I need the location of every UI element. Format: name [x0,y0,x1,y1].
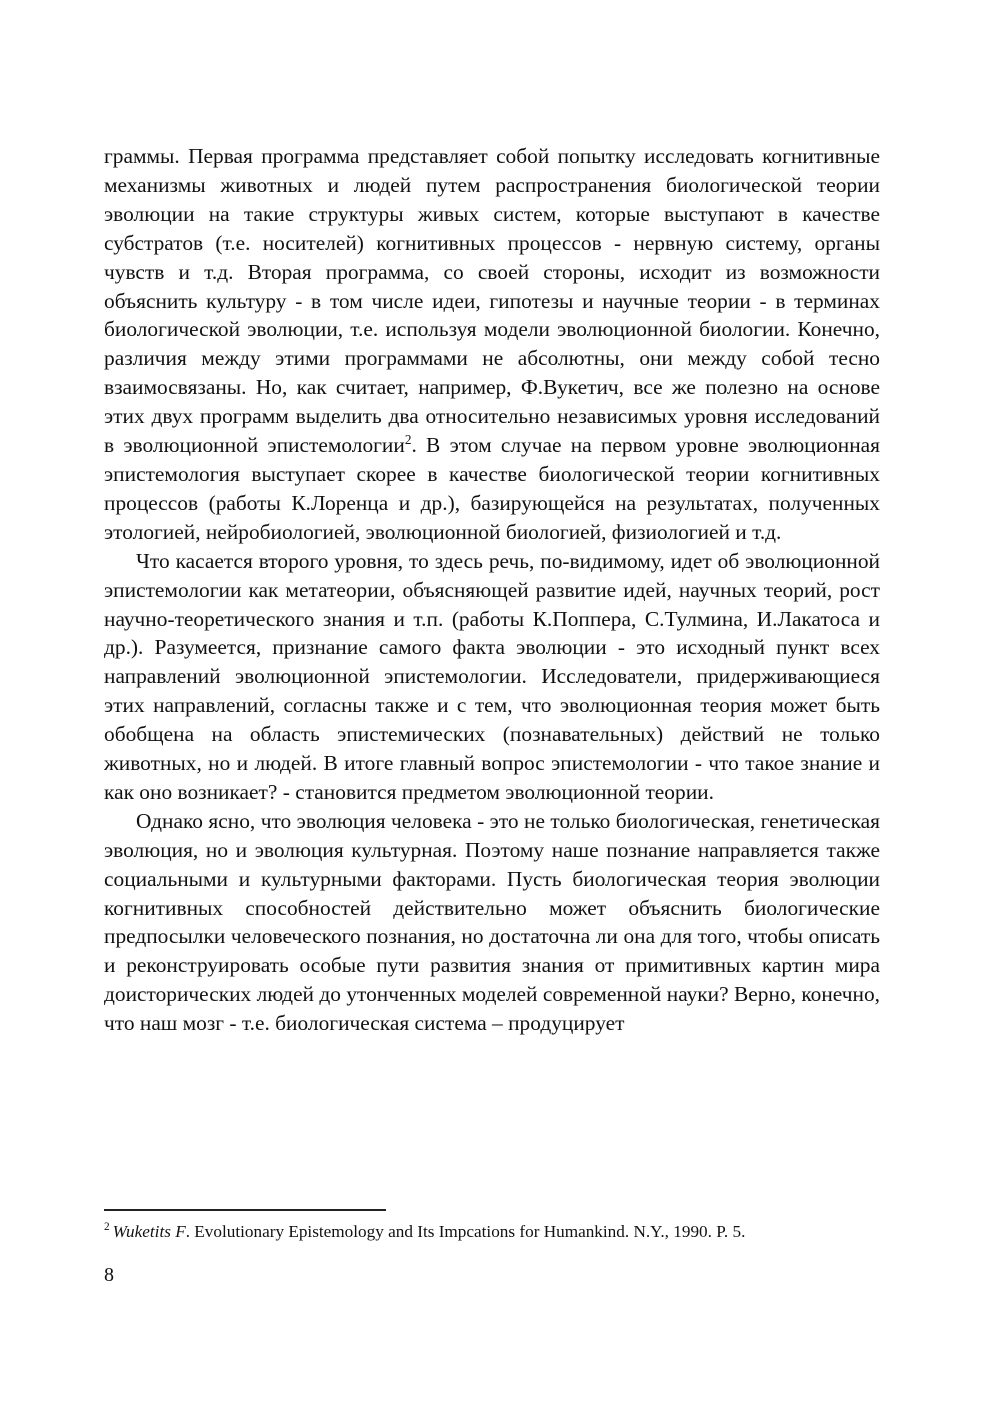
footnote-separator-rule [104,1209,386,1211]
footnote-author: Wuketits F [112,1222,186,1241]
footnote-reference-marker[interactable]: 2 [404,431,412,447]
paragraph-second-level: Что касается второго уровня, то здесь речь, по-видимому, идет об эволюционной эпистемологии как метатеории, объясняющей развитие идей, научных теорий, рост научно-теоретического знания и т.п. (работы К.Поппера, С.Тулмина, И.Лакатоса и др.). Разумеется, признание самого факта эволюции - это исходный пункт всех направлений эволюционной эпистемологии. Исследователи, придерживающиеся этих направлений, согласны также и с тем, что эволюционная теория может быть обобщена на область эпистемических (познавательных) действий не только животных, но и людей. В итоге главный вопрос эпистемологии - что такое знание и как оно возникает? - становится предметом эволюционной теории. [104,548,880,804]
footnote-citation: . Evolutionary Epistemology and Its Impcations for Humankind. N.Y., 1990. P. 5. [185,1222,746,1241]
paragraph-continued-text-after-marker: . В этом случае на первом уровне эволюционная эпистемология выступает скорее в качестве биологической теории когнитивных процессов (работы К.Лоренца и др.), базирующейся на результатах, полученных этологией, нейробиологией, эволюционной биологией, физиологией и т.д. [104,433,880,544]
page-number: 8 [104,1264,114,1286]
paragraph-human-evolution: Однако ясно, что эволюция человека - это не только биологическая, генетическая эволюция, но и эволюция культурная. Поэтому наше познание направляется также социальными и культурными факторами. Пусть биологическая теория эволюции когнитивных способностей действительно может объяснить биологические предпосылки человеческого познания, но достаточна ли она для того, чтобы описать и реконструировать особые пути развития знания от примитивных картин мира доисторических людей до утонченных моделей современной науки? Верно, конечно, что наш мозг - т.е. биологическая система – продуцирует [104,808,880,1036]
paragraph-continued-text-before-marker: граммы. Первая программа представляет собой попытку исследовать когнитивные механизмы животных и людей путем распространения биологической теории эволюции на такие структуры живых систем, которые выступают в качестве субстратов (т.е. носителей) когнитивных процессов - нервную систему, органы чувств и т.д. Вторая программа, со своей стороны, исходит из возможности объяснить культуру - в том числе идеи, гипотезы и научные теории - в терминах биологической эволюции, т.е. используя модели эволюционной биологии. Конечно, различия между этими программами не абсолютны, они между собой тесно взаимосвязаны. Но, как считает, например, Ф.Вукетич, все же полезно на основе этих двух программ выделить два относительно независимых уровня исследований в эволюционной эпистемологии [104,144,880,458]
footnote-number: 2 [104,1221,110,1234]
paragraph-continued [104,142,880,547]
footnote-block [104,1209,880,1244]
body-text-column [104,142,880,1038]
footnote-entry [104,1220,880,1244]
